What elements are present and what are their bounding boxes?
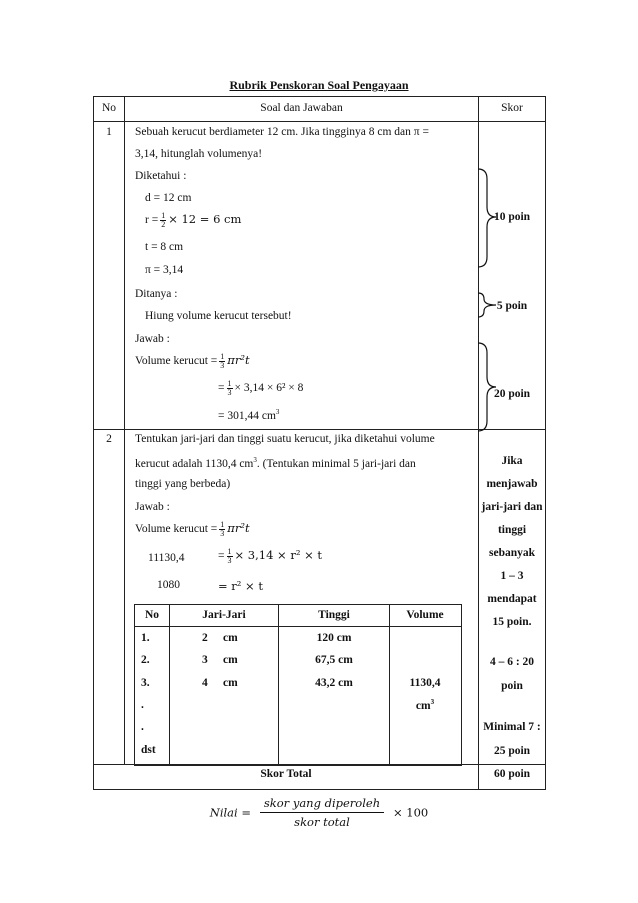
row1-question-line2: 3,14, hitunglah volumenya!	[135, 148, 263, 160]
document-title: Rubrik Penskoran Soal Pengayaan	[229, 78, 409, 92]
row1-no: 1	[106, 126, 112, 138]
row1-score-jawab: 20 poin	[493, 388, 531, 400]
row1-pi: π = 3,14	[145, 264, 184, 276]
header-skor: Skor	[501, 102, 523, 114]
row1-diameter: d = 12 cm	[145, 192, 192, 204]
total-label: Skor Total	[260, 768, 312, 780]
row2-score-line: tinggi	[497, 524, 527, 536]
inner-row-no: 2.	[141, 654, 150, 666]
inner-table-header-divider	[134, 626, 461, 627]
inner-col-divider-1	[169, 604, 170, 765]
row2-score-line: sebanyak	[488, 547, 536, 559]
inner-row-height: 43,2 cm	[315, 677, 353, 689]
row2-score-line: 1 – 3	[500, 570, 524, 582]
col-divider-no	[124, 96, 125, 765]
row2-score-line: mendapat	[487, 593, 537, 605]
row2-score-line: 4 – 6 : 20	[489, 656, 535, 668]
row2-score-line: jari-jari dan	[481, 501, 543, 513]
row2-score-line: 15 poin.	[492, 616, 532, 628]
header-no: No	[101, 102, 117, 114]
row1-volume-formula: Volume kerucut = $\frac{1}{3}$ πr²t	[135, 352, 250, 370]
row1-radius: r = $\frac{1}{2}$ × 12 = 6 cm	[145, 211, 242, 229]
inner-header-jari: Jari-Jari	[202, 609, 246, 621]
inner-row-radius: 3	[202, 654, 208, 666]
inner-header-tinggi: Tinggi	[318, 609, 350, 621]
formula-numerator: skor yang diperoleh	[260, 796, 384, 813]
inner-row-no: 1.	[141, 632, 150, 644]
inner-header-volume: Volume	[406, 609, 444, 621]
inner-volume-value: 1130,4	[409, 677, 441, 689]
row1-ditanya-label: Ditanya :	[135, 288, 178, 300]
header-soal: Soal dan Jawaban	[260, 102, 343, 114]
inner-row-no: 3.	[141, 677, 150, 689]
inner-row-dot: .	[141, 699, 144, 711]
total-value: 60 poin	[493, 768, 531, 780]
row2-score-line: menjawab	[486, 478, 538, 490]
row1-diketahui-label: Diketahui :	[135, 170, 187, 182]
formula-denominator: skor total	[294, 815, 350, 829]
row2-question-line3: tinggi yang berbeda)	[135, 478, 231, 490]
inner-row-radius: 2	[202, 632, 208, 644]
row2-equation-2-right: = $\frac{1}{3}$ × 3,14 × r² × t	[218, 547, 323, 565]
row2-jawab-label: Jawab :	[135, 501, 170, 513]
inner-row-height: 67,5 cm	[315, 654, 353, 666]
row1-score-ditanya: 5 poin	[496, 300, 528, 312]
row1-ditanya-text: Hiung volume kerucut tersebut!	[145, 310, 292, 322]
row1-volume-calc: = $\frac{1}{3}$ × 3,14 × 6² × 8	[218, 379, 304, 397]
inner-row-dst: dst	[141, 744, 156, 756]
inner-row-radius: 4	[202, 677, 208, 689]
row2-question-line2: kerucut adalah 1130,4 $cm^3$. (Tentukan minimal 5 jari-jari dan	[135, 456, 416, 470]
row1-height: t = 8 cm	[145, 241, 184, 253]
row2-score-line: 25 poin	[493, 745, 531, 757]
row2-score-line: poin	[501, 680, 523, 692]
row1-question-line1: Sebuah kerucut berdiameter 12 cm. Jika tingginya 8 cm dan π =	[135, 126, 429, 138]
inner-volume-unit: $cm^3$	[415, 698, 435, 712]
row2-volume-formula: Volume kerucut = $\frac{1}{3}$ πr²t	[135, 520, 250, 538]
row1-score-diketahui: 10 poin	[493, 211, 531, 223]
row2-score-line: Minimal 7 :	[483, 721, 541, 733]
row2-equation-3-left: 1080	[157, 579, 180, 591]
inner-header-no: No	[144, 609, 160, 621]
inner-row-dot: .	[141, 721, 144, 733]
inner-row-radius-unit: cm	[223, 677, 238, 689]
row2-equation-3-right: = r² × t	[218, 579, 263, 593]
row1-jawab-label: Jawab :	[135, 333, 170, 345]
formula-fraction	[260, 796, 384, 829]
nilai-formula	[0, 796, 638, 829]
table-border-right	[545, 96, 546, 790]
inner-row-radius-unit: cm	[223, 632, 238, 644]
formula-lhs: Nilai =	[209, 805, 251, 820]
inner-row-height: 120 cm	[316, 632, 352, 644]
row2-equation-2-left: 11130,4	[148, 552, 185, 564]
row1-volume-result: = 301,44 $cm^3$	[218, 408, 280, 422]
row2-question-line1: Tentukan jari-jari dan tinggi suatu kerucut, jika diketahui volume	[135, 433, 435, 445]
formula-rhs: × 100	[393, 805, 429, 820]
row2-score-line: Jika	[501, 455, 523, 467]
inner-row-radius-unit: cm	[223, 654, 238, 666]
row2-no: 2	[106, 433, 112, 445]
